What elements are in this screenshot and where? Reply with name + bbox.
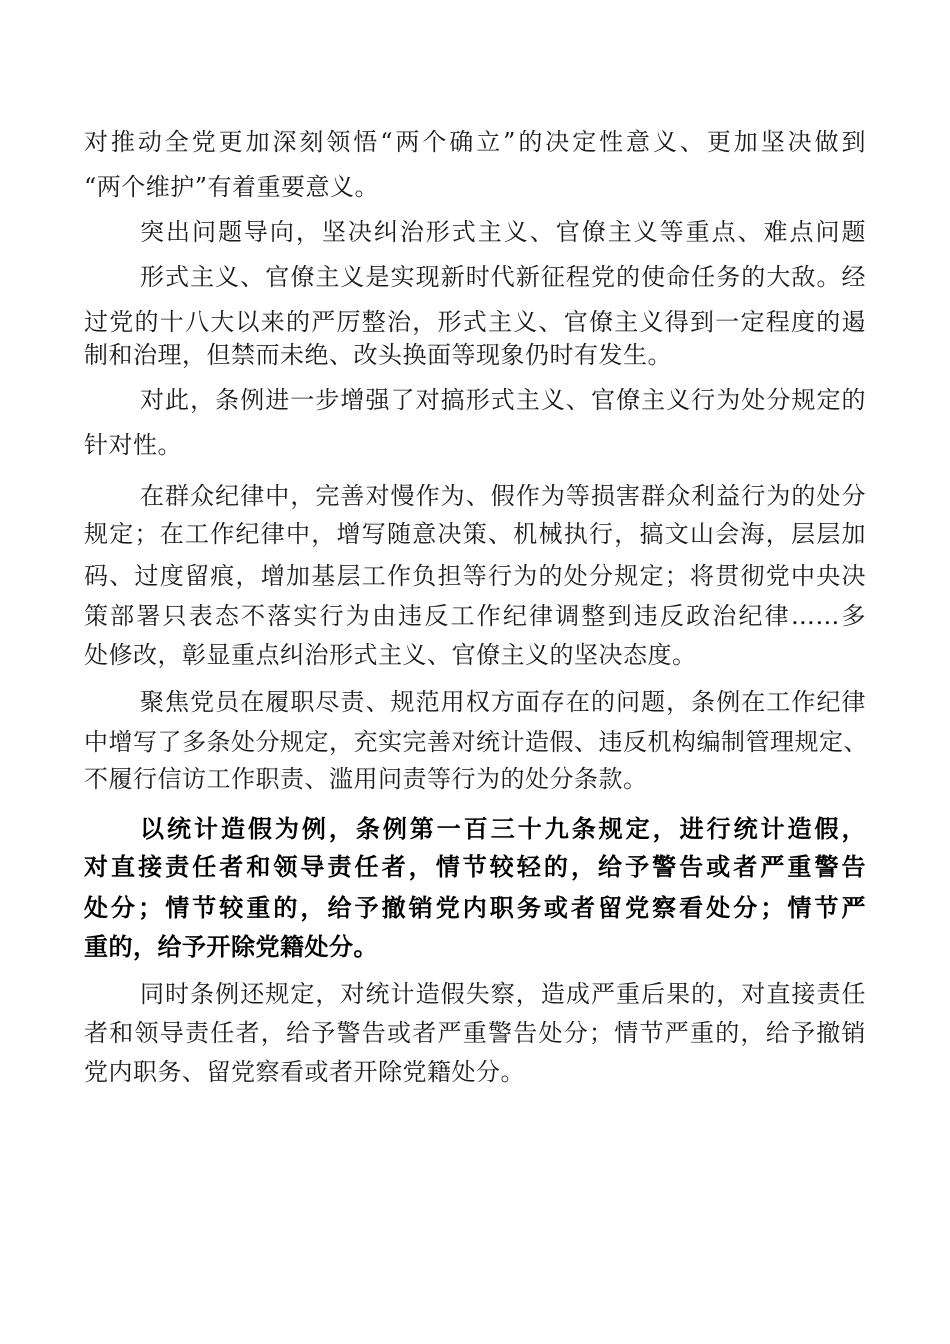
text-line: 对此，条例进一步增强了对搞形式主义、官僚主义行为处分规定的 bbox=[140, 386, 866, 414]
text-line: 党内职务、留党察看或者开除党籍处分。 bbox=[84, 1058, 525, 1086]
text-line: 制和治理，但禁而未绝、改头换面等现象仍时有发生。 bbox=[84, 341, 672, 369]
text-line: 者和领导责任者，给予警告或者严重警告处分；情节严重的，给予撤销 bbox=[84, 1019, 866, 1047]
bold-text-line: 重的，给予开除党籍处分。 bbox=[84, 932, 378, 961]
text-line: 不履行信访工作职责、滥用问责等行为的处分条款。 bbox=[84, 765, 648, 793]
text-line: 聚焦党员在履职尽责、规范用权方面存在的问题，条例在工作纪律 bbox=[140, 688, 866, 716]
text-line: 中增写了多条处分规定，充实完善对统计造假、违反机构编制管理规定、 bbox=[84, 728, 868, 756]
text-line: 策部署只表态不落实行为由违反工作纪律调整到违反政治纪律……多 bbox=[84, 602, 866, 630]
bold-text-line: 对直接责任者和领导责任者，情节较轻的，给予警告或者严重警告 bbox=[84, 852, 866, 881]
text-line: 针对性。 bbox=[84, 431, 182, 459]
text-line: 形式主义、官僚主义是实现新时代新征程党的使命任务的大敌。经 bbox=[140, 263, 866, 291]
text-line: 在群众纪律中，完善对慢作为、假作为等损害群众利益行为的处分 bbox=[140, 482, 866, 510]
bold-text-line: 处分；情节较重的，给予撤销党内职务或者留党察看处分；情节严 bbox=[84, 893, 866, 922]
text-line: “两个维护”有着重要意义。 bbox=[84, 173, 380, 201]
text-line: 规定；在工作纪律中，增写随意决策、机械执行，搞文山会海，层层加 bbox=[84, 520, 866, 548]
text-line: 处修改，彰显重点纠治形式主义、官僚主义的坚决态度。 bbox=[84, 641, 697, 669]
text-line: 同时条例还规定，对统计造假失察，造成严重后果的，对直接责任 bbox=[140, 980, 866, 1008]
text-line: 对推动全党更加深刻领悟“两个确立”的决定性意义、更加坚决做到 bbox=[84, 128, 866, 156]
bold-text-line: 以统计造假为例，条例第一百三十九条规定，进行统计造假， bbox=[140, 814, 866, 843]
text-line: 过党的十八大以来的严厉整治，形式主义、官僚主义得到一定程度的遏 bbox=[84, 308, 866, 336]
text-line: 码、过度留痕，增加基层工作负担等行为的处分规定；将贯彻党中央决 bbox=[84, 562, 866, 590]
section-heading: 突出问题导向，坚决纠治形式主义、官僚主义等重点、难点问题 bbox=[140, 218, 866, 246]
